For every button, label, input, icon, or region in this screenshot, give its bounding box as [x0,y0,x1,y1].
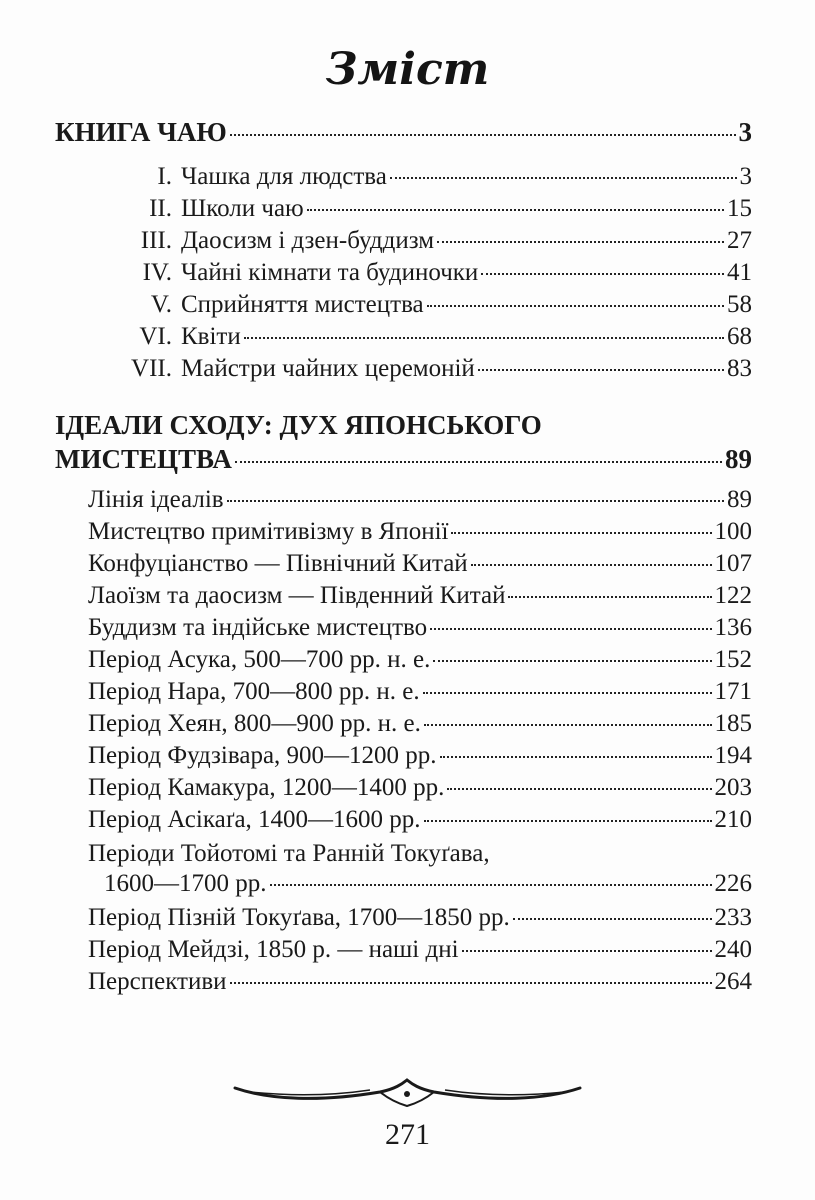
dot-leader [447,788,711,790]
chapter-number: VII. [131,355,172,382]
chapter-number: V. [150,291,172,318]
toc-entry[interactable] [112,163,752,191]
toc-entry[interactable] [88,518,752,546]
dot-leader [270,884,712,886]
dot-leader [437,241,724,243]
entry-page: 240 [714,936,752,963]
dot-leader [390,177,737,179]
entry-title: Буддизм та індійське мистецтво [88,614,428,641]
dot-leader [427,305,724,307]
entry-title: Чашка для людства [181,163,387,190]
toc-entry[interactable] [112,291,752,319]
entry-title: Лаоїзм та даосизм — Південний Китай [88,582,506,609]
part-title-line1: ІДЕАЛИ СХОДУ: ДУХ ЯПОНСЬКОГО [55,410,542,440]
toc-entry[interactable] [88,710,752,738]
entry-title: Перспективи [88,968,227,995]
entry-title: Період Асука, 500—700 рр. н. е. [88,646,431,673]
entry-page: 210 [714,806,752,833]
entry-page: 89 [727,486,752,513]
toc-entry[interactable] [88,936,752,964]
entry-title: Чайні кімнати та будиночки [181,259,479,286]
dot-leader [227,500,724,502]
toc-title: Зміст [325,44,490,95]
chapter-number: VI. [139,323,172,350]
entry-page: 264 [714,968,752,995]
toc-entry[interactable] [88,806,752,834]
entry-page: 122 [714,582,752,609]
dot-leader [230,982,712,984]
entry-title: Мистецтво примітивізму в Японії [88,518,449,545]
entry-title: 1600—1700 рр. [104,870,267,897]
entry-title: Період Нара, 700—800 рр. н. е. [88,678,420,705]
chapter-number: I. [157,163,172,190]
entry-title: Період Асікаґа, 1400—1600 рр. [88,806,421,833]
dot-leader [430,628,711,630]
entry-title: Майстри чайних церемоній [181,355,475,382]
entry-page: 171 [714,678,752,705]
entry-title: Період Мейдзі, 1850 р. — наші дні [88,936,459,963]
part-page: 3 [738,117,752,147]
entry-page: 58 [727,291,752,318]
toc-entry[interactable] [88,550,752,578]
entry-page: 3 [739,163,752,190]
entry-title: Даосизм і дзен-буддизм [181,227,435,254]
toc-entry[interactable] [112,227,752,255]
toc-entry[interactable] [112,323,752,351]
entry-page: 226 [714,870,752,897]
toc-entry[interactable] [88,968,752,996]
dot-leader [424,724,712,726]
toc-entry[interactable] [112,355,752,383]
entry-page: 41 [727,259,752,286]
dot-leader [440,756,712,758]
entry-page: 68 [727,323,752,350]
entry-page: 185 [714,710,752,737]
chapter-number: IV. [142,259,172,286]
toc-entry[interactable] [88,614,752,642]
toc-entry[interactable] [88,904,752,932]
part-page: 89 [725,444,752,474]
entry-page: 203 [714,774,752,801]
toc-entry[interactable] [112,195,752,223]
dot-leader [481,273,724,275]
dot-leader [423,692,712,694]
chapter-number: II. [149,195,172,222]
page-number: 271 [385,1118,430,1151]
chapter-number: III. [140,227,172,254]
dot-leader [478,369,724,371]
entry-title: Період Фудзівара, 900—1200 рр. [88,742,437,769]
entry-title: Період Хеян, 800—900 рр. н. е. [88,710,421,737]
entry-title: Лінія ідеалів [88,486,224,513]
dot-leader [230,134,736,136]
entry-page: 136 [714,614,752,641]
toc-entry[interactable] [112,259,752,287]
dot-leader [307,209,724,211]
toc-entry[interactable] [88,678,752,706]
entry-title-line1: Періоди Тойотомі та Ранній Токуґава, [88,840,490,867]
entry-page: 233 [714,904,752,931]
entry-page: 152 [714,646,752,673]
toc-entry[interactable] [88,582,752,610]
toc-part-2-line1[interactable] [55,410,752,441]
toc-entry[interactable] [88,742,752,770]
dot-leader [471,564,712,566]
toc-entry[interactable] [88,774,752,802]
dot-leader [508,596,711,598]
toc-part-1[interactable] [55,117,752,148]
part-title: КНИГА ЧАЮ [55,117,227,147]
entry-title: Період Камакура, 1200—1400 рр. [88,774,445,801]
entry-page: 107 [714,550,752,577]
dot-leader [462,950,712,952]
entry-page: 27 [727,227,752,254]
dot-leader [433,660,711,662]
dot-leader [424,820,712,822]
entry-page: 15 [727,195,752,222]
toc-entry[interactable] [88,646,752,674]
entry-title: Сприйняття мистецтва [181,291,424,318]
dot-leader [513,918,712,920]
dot-leader [244,337,724,339]
entry-page: 100 [714,518,752,545]
toc-entry[interactable] [104,870,752,898]
entry-title: Конфуціанство — Північний Китай [88,550,468,577]
ornament-divider-icon [230,1070,585,1112]
entry-title: Квіти [181,323,241,350]
entry-page: 194 [714,742,752,769]
entry-page: 83 [727,355,752,382]
part-title-line2: МИСТЕЦТВА [55,444,232,474]
entry-title: Школи чаю [181,195,304,222]
toc-entry[interactable] [88,486,752,514]
dot-leader [235,461,722,463]
entry-title: Період Пізній Токуґава, 1700—1850 рр. [88,904,510,931]
toc-part-2[interactable] [55,444,752,475]
dot-leader [451,532,711,534]
